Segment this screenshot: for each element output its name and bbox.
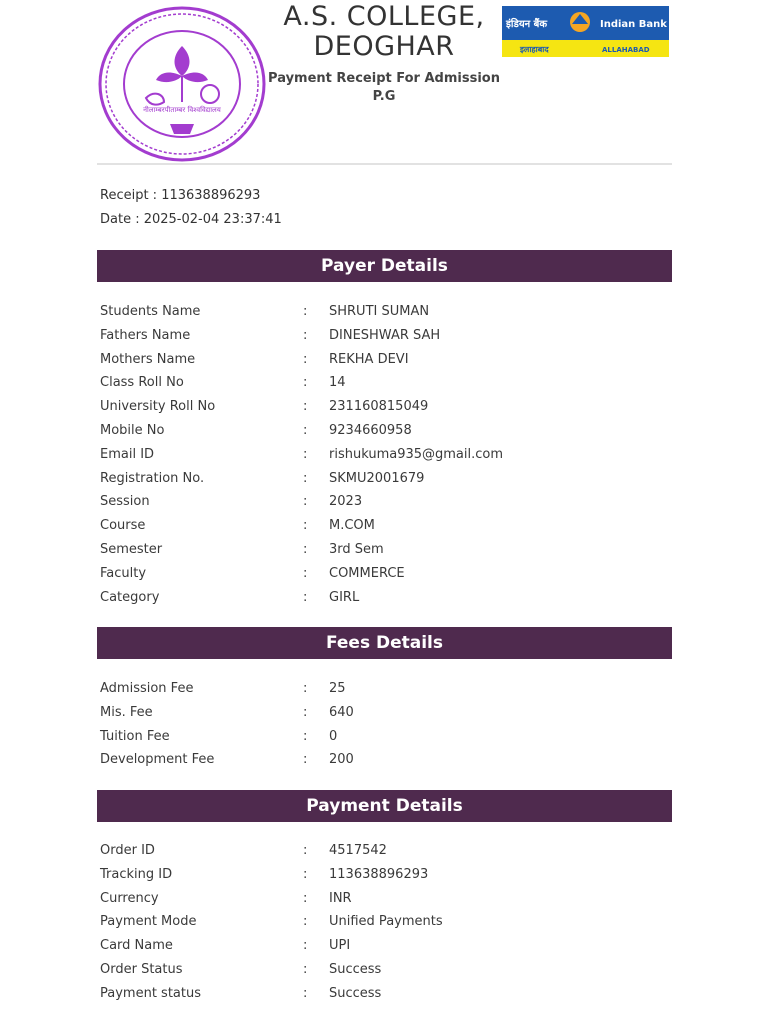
field-value: 14 [329,375,346,391]
field-value: INR [329,890,352,906]
payer-detail-row [100,539,672,563]
field-label: Card Name [100,938,173,954]
field-label: Mis. Fee [100,704,153,720]
field-separator: : [303,446,308,462]
seal-motto: नीलाम्बरपीताम्बर विश्वविद्यालय [143,106,221,114]
field-value: SKMU2001679 [329,470,425,486]
receipt-title [268,70,500,106]
field-value: 231160815049 [329,399,429,415]
field-separator: : [303,494,308,510]
field-value: 25 [329,681,346,696]
field-value: Success [329,985,382,1001]
field-label: Admission Fee [100,681,194,696]
field-label: Payment status [100,985,201,1001]
field-separator: : [303,961,308,977]
field-value: GIRL [329,589,360,605]
payment-detail-row [100,888,672,912]
fee-detail-row [100,726,672,750]
field-separator: : [303,304,308,319]
field-separator: : [303,938,308,954]
field-separator: : [303,422,308,438]
payer-detail-row [100,563,672,587]
field-value: UPI [329,938,351,954]
field-label: Semester [100,541,163,557]
field-separator: : [303,327,308,343]
field-label: Development Fee [100,752,215,768]
field-separator: : [303,399,308,415]
field-value: M.COM [329,518,375,534]
payment-details-header: Payment Details [97,790,672,822]
bank-name-hindi: इंडियन बैंक [506,19,548,30]
field-value: DINESHWAR SAH [329,327,441,343]
field-label: Payment Mode [100,914,197,930]
payer-detail-row [100,349,672,373]
indian-bank-logo [502,6,669,57]
payer-detail-row [100,515,672,539]
field-value: Success [329,961,382,977]
field-value: 2023 [329,494,363,510]
field-value: 9234660958 [329,422,412,438]
payer-detail-row [100,396,672,420]
field-value: 3rd Sem [329,541,384,557]
field-value: 640 [329,704,354,720]
field-value: 0 [329,728,338,744]
college-name [268,2,500,62]
field-label: Session [100,494,150,510]
field-label: Tracking ID [100,866,173,882]
field-separator: : [303,589,308,605]
field-separator: : [303,375,308,391]
field-separator: : [303,704,308,720]
field-value: SHRUTI SUMAN [329,304,430,319]
field-label: Class Roll No [100,375,184,391]
field-value: COMMERCE [329,565,405,581]
field-separator: : [303,866,308,882]
fee-detail-row [100,702,672,726]
header-divider [97,163,672,165]
field-label: Email ID [100,446,155,462]
receipt-title-line1: Payment Receipt For Admission [268,71,500,86]
receipt-number: Receipt : 113638896293 [100,188,261,203]
field-separator: : [303,565,308,581]
field-label: Faculty [100,565,147,581]
field-label: Students Name [100,304,201,319]
field-separator: : [303,752,308,768]
field-label: Category [100,589,160,605]
payer-detail-row [100,325,672,349]
field-separator: : [303,914,308,930]
field-label: Tuition Fee [100,728,170,744]
bank-sub-hindi: इलाहाबाद [520,45,549,54]
field-value: 113638896293 [329,866,429,882]
payment-detail-row [100,911,672,935]
payment-detail-row [100,840,672,864]
field-label: Currency [100,890,159,906]
bank-name-english: Indian Bank [600,19,667,30]
field-separator: : [303,843,308,858]
field-separator: : [303,518,308,534]
bank-sub-english: ALLAHABAD [602,46,650,54]
field-separator: : [303,728,308,744]
payment-details-list [100,840,672,1007]
field-separator: : [303,351,308,367]
university-seal-logo [98,6,266,162]
field-label: Fathers Name [100,327,191,343]
field-label: Course [100,518,146,534]
payment-detail-row [100,935,672,959]
payment-detail-row [100,959,672,983]
field-separator: : [303,890,308,906]
field-label: Mothers Name [100,351,196,367]
field-label: Order Status [100,961,183,977]
field-separator: : [303,470,308,486]
field-label: Mobile No [100,422,165,438]
payer-detail-row [100,420,672,444]
field-value: 4517542 [329,843,387,858]
payment-detail-row [100,983,672,1007]
fees-details-header: Fees Details [97,627,672,659]
payer-detail-row [100,444,672,468]
field-separator: : [303,541,308,557]
college-name-line2: DEOGHAR [313,31,455,62]
receipt-title-line2: P.G [372,89,396,104]
field-value: rishukuma935@gmail.com [329,446,504,462]
payer-detail-row [100,301,672,325]
payer-detail-row [100,372,672,396]
field-value: Unified Payments [329,914,443,930]
payer-detail-row [100,468,672,492]
field-label: Registration No. [100,470,205,486]
payer-details-header: Payer Details [97,250,672,282]
field-value: REKHA DEVI [329,351,409,367]
fee-detail-row [100,749,672,773]
field-label: University Roll No [100,399,216,415]
payer-details-list [100,301,672,610]
payer-detail-row [100,491,672,515]
receipt-date: Date : 2025-02-04 23:37:41 [100,212,282,227]
payment-detail-row [100,864,672,888]
college-name-line1: A.S. COLLEGE, [283,1,485,32]
payer-detail-row [100,587,672,611]
field-separator: : [303,681,308,696]
fee-detail-row [100,678,672,702]
field-label: Order ID [100,843,155,858]
fees-details-list [100,678,672,773]
field-separator: : [303,985,308,1001]
field-value: 200 [329,752,354,768]
